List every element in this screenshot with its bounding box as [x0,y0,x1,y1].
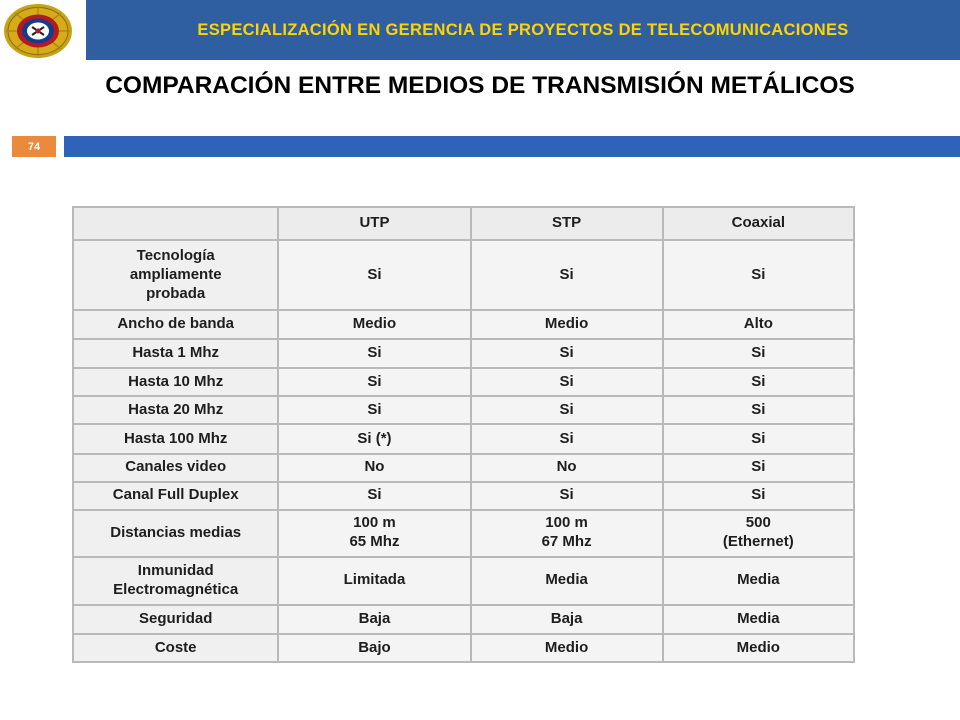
cell-utp: Medio [278,310,470,339]
cell-coaxial: Si [663,240,854,310]
slide-title: COMPARACIÓN ENTRE MEDIOS DE TRANSMISIÓN METÁLICOS [105,72,855,99]
cell-stp: Medio [471,310,663,339]
cell-stp: No [471,454,663,482]
cell-utp: Si [278,339,470,368]
table-row [73,339,854,368]
cell-coaxial: Si [663,424,854,453]
cell-stp: Si [471,339,663,368]
row-label: Hasta 1 Mhz [73,339,278,368]
cell-utp: 100 m 65 Mhz [278,510,470,557]
column-header-coaxial: Coaxial [663,207,854,240]
cell-stp: Si [471,482,663,510]
cell-coaxial: Si [663,339,854,368]
cell-coaxial: Media [663,557,854,605]
row-label: Inmunidad Electromagnética [73,557,278,605]
row-label: Canal Full Duplex [73,482,278,510]
table-row [73,454,854,482]
cell-utp: Si [278,482,470,510]
row-label: Seguridad [73,605,278,634]
row-label: Distancias medias [73,510,278,557]
comparison-table [72,206,855,663]
cell-coaxial: Si [663,368,854,396]
cell-stp: Si [471,424,663,453]
table-row [73,634,854,662]
program-title-bar [86,0,960,60]
program-title: ESPECIALIZACIÓN EN GERENCIA DE PROYECTOS DE TELECOMUNICACIONES [197,20,849,39]
cell-utp: Baja [278,605,470,634]
row-label: Hasta 100 Mhz [73,424,278,453]
row-label: Canales video [73,454,278,482]
cell-utp: Si [278,396,470,424]
table-row [73,424,854,453]
row-label: Hasta 10 Mhz [73,368,278,396]
cell-stp: 100 m 67 Mhz [471,510,663,557]
table-row [73,482,854,510]
row-label: Tecnología ampliamente probada [73,240,278,310]
cell-coaxial: Si [663,454,854,482]
cell-coaxial: Media [663,605,854,634]
cell-coaxial: Si [663,482,854,510]
university-seal-logo [2,2,78,60]
row-label: Coste [73,634,278,662]
cell-coaxial: Si [663,396,854,424]
cell-utp: Si [278,368,470,396]
cell-coaxial: Alto [663,310,854,339]
cell-utp: Si (*) [278,424,470,453]
cell-stp: Si [471,368,663,396]
row-label: Ancho de banda [73,310,278,339]
table-row [73,240,854,310]
table-row [73,368,854,396]
table-row [73,396,854,424]
cell-utp: Si [278,240,470,310]
comparison-table-body [73,207,854,662]
cell-stp: Medio [471,634,663,662]
cell-stp: Baja [471,605,663,634]
decorative-band [64,136,960,157]
page-number-badge: 74 [12,136,56,157]
table-row [73,605,854,634]
table-row [73,510,854,557]
cell-coaxial: 500 (Ethernet) [663,510,854,557]
cell-coaxial: Medio [663,634,854,662]
table-header-row [73,207,854,240]
column-header-utp: UTP [278,207,470,240]
row-label: Hasta 20 Mhz [73,396,278,424]
cell-stp: Si [471,396,663,424]
column-header-stp: STP [471,207,663,240]
cell-stp: Si [471,240,663,310]
cell-utp: Bajo [278,634,470,662]
table-row [73,310,854,339]
column-header-criterion [73,207,278,240]
cell-utp: No [278,454,470,482]
table-row [73,557,854,605]
cell-stp: Media [471,557,663,605]
cell-utp: Limitada [278,557,470,605]
